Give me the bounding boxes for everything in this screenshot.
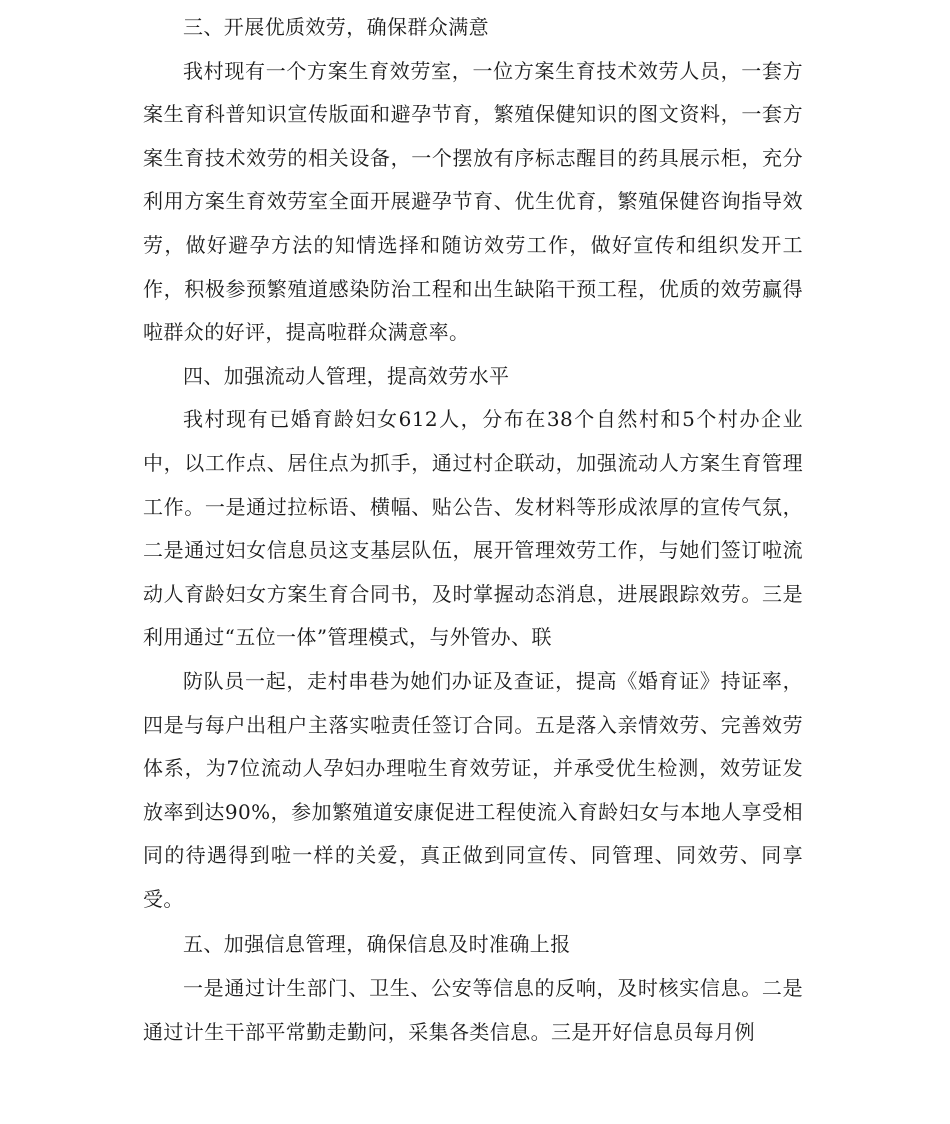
section-heading-5: 五、加强信息管理，确保信息及时准确上报 bbox=[183, 932, 571, 957]
paragraph-migrant-management: 我村现有已婚育龄妇女612人，分布在38个自然村和5个村办企业中，以工作点、居住点为抓手，通过村企联动，加强流动人方案生育管理工作。一是通过拉标语、横幅、贴公告、发材料等形成浓厚的宣传气氛，二是通过妇女信息员这支基层队伍，展开管理效劳工作，与她们签订啦流动人育龄妇女方案生育合同书，及时掌握动态消息，进展跟踪效劳。三是利用通过“五位一体”管理模式，与外管办、联 bbox=[143, 407, 803, 650]
document-body bbox=[143, 6, 803, 1054]
paragraph-migrant-management-cont: 防队员一起，走村串巷为她们办证及查证，提高《婚育证》持证率，四是与每户出租户主落实啦责任签订合同。五是落入亲情效劳、完善效劳体系，为7位流动人孕妇办理啦生育效劳证，并承受优生检测，效劳证发放率到达90%，参加繁殖道安康促进工程使流入育龄妇女与本地人享受相同的待遇得到啦一样的关爱，真正做到同宣传、同管理、同效劳、同享受。 bbox=[143, 668, 803, 911]
paragraph-information: 一是通过计生部门、卫生、公安等信息的反响，及时核实信息。二是通过计生干部平常勤走勤问，采集各类信息。三是开好信息员每月例 bbox=[143, 976, 803, 1044]
section-heading-4: 四、加强流动人管理，提高效劳水平 bbox=[183, 363, 510, 388]
section-heading-3: 三、开展优质效劳，确保群众满意 bbox=[183, 15, 489, 39]
paragraph-service-room: 我村现有一个方案生育效劳室，一位方案生育技术效劳人员，一套方案生育科普知识宣传版面和避孕节育，繁殖保健知识的图文资料，一套方案生育技术效劳的相关设备，一个摆放有序标志醒目的药具展示柜，充分利用方案生育效劳室全面开展避孕节育、优生优育，繁殖保健咨询指导效劳，做好避孕方法的知情选择和随访效劳工作，做好宣传和组织发开工作，积极参预繁殖道感染防治工程和出生缺陷干预工程，优质的效劳赢得啦群众的好评，提高啦群众满意率。 bbox=[143, 58, 803, 345]
